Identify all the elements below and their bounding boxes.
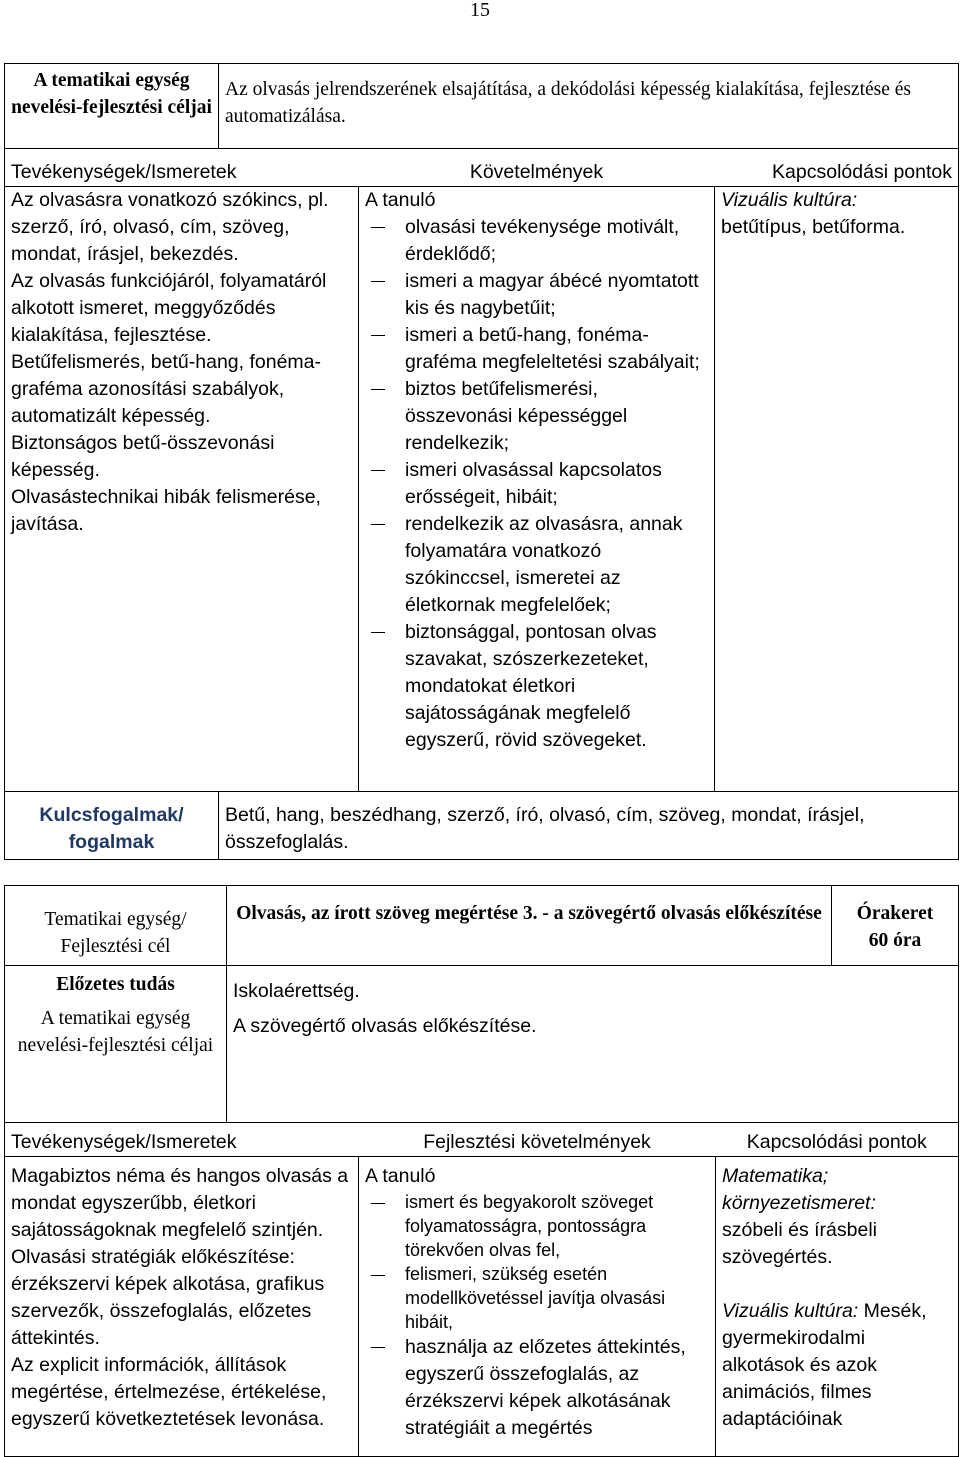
requirement-item: használja az előzetes áttekintés, egyszerű összefoglalás, az érzékszervi képek alkotásának stratégiáit a megértés xyxy=(365,1334,709,1442)
unit-title: Olvasás, az írott szöveg megértése 3. - a szövegértő olvasás előkészítése xyxy=(227,886,832,966)
links-cell xyxy=(715,187,959,792)
links1-colon: : xyxy=(870,1191,876,1214)
prior-label: Előzetes tudás xyxy=(5,966,227,1006)
activity-item: Magabiztos néma és hangos olvasás a mondat egyszerűbb, életkori sajátosságoknak megfelelő szintjén. xyxy=(11,1164,349,1241)
requirement-item: biztonsággal, pontosan olvas szavakat, szószerkezeteket, mondatokat életkori sajátosságának megfelelő egyszerű, rövid szövegeket. xyxy=(365,619,708,754)
requirement-item: ismert és begyakorolt szöveget folyamatosságra, pontosságra törekvően olvas fel, xyxy=(365,1190,709,1262)
requirement-item: ismeri olvasással kapcsolatos erősségeit, hibáit; xyxy=(365,457,708,511)
requirements-intro: A tanuló xyxy=(365,189,436,211)
hours-cell xyxy=(832,886,959,966)
activities-cell xyxy=(5,187,359,792)
activities-cell-2 xyxy=(5,1156,359,1456)
links1-subject: Matematika; környezetismeret xyxy=(722,1164,871,1214)
unit-label: Tematikai egység/ Fejlesztési cél xyxy=(5,886,227,966)
curriculum-table-1 xyxy=(4,63,959,860)
activity-item: Olvasási stratégiák előkészítése: érzékszervi képek alkotása, grafikus szervezők, összefoglalás, előzetes áttekintés. xyxy=(11,1245,325,1349)
page-number: 15 xyxy=(470,0,490,21)
hours-label: Órakeret xyxy=(856,903,934,924)
activity-item: Az explicit információk, állítások megértése, értelmezése, értékelése, egyszerű következtetések levonása. xyxy=(11,1353,327,1430)
goal-text-2: A szövegértő olvasás előkészítése. xyxy=(227,1005,959,1122)
activity-item: Biztonságos betű-összevonási képesség. xyxy=(11,432,275,481)
goal-text: Az olvasás jelrendszerének elsajátítása, a dekódolási képesség kialakítása, fejlesztése és automatizálása. xyxy=(219,64,959,149)
links-subject: Vizuális kultúra: xyxy=(721,189,858,211)
goal-label: A tematikai egység nevelési-fejlesztési céljai xyxy=(5,64,219,149)
key-concepts-text: Betű, hang, beszédhang, szerző, író, olvasó, cím, szöveg, mondat, írásjel, összefoglalás. xyxy=(219,792,959,860)
curriculum-table-2 xyxy=(4,885,959,1457)
key-concepts-label: Kulcsfogalmak/ fogalmak xyxy=(5,792,219,860)
links2-subject: Vizuális kultúra: xyxy=(722,1299,859,1322)
requirement-item: ismeri a magyar ábécé nyomtatott kis és nagybetűit; xyxy=(365,268,708,322)
requirements-cell-2 xyxy=(359,1156,716,1456)
hours-value: 60 óra xyxy=(868,930,922,951)
header-links-2: Kapcsolódási pontok xyxy=(716,1122,959,1156)
requirements-intro-2: A tanuló xyxy=(365,1164,436,1187)
activity-item: Az olvasásra vonatkozó szókincs, pl. szerző, író, olvasó, cím, szöveg, mondat, írásjel, bekezdés. xyxy=(11,189,329,265)
requirement-item: rendelkezik az olvasásra, annak folyamatára vonatkozó szókinccsel, ismeretei az életkornak megfelelőek; xyxy=(365,511,708,619)
header-requirements-2: Fejlesztési követelmények xyxy=(359,1122,716,1156)
activity-item: Betűfelismerés, betű-hang, fonéma-graféma azonosítási szabályok, automatizált képesség. xyxy=(11,351,322,427)
requirement-item: olvasási tevékenysége motivált, érdeklődő; xyxy=(365,214,708,268)
links-cell-2 xyxy=(716,1156,959,1456)
goal-label-2: A tematikai egység nevelési-fejlesztési céljai xyxy=(5,1005,227,1122)
prior-text: Iskolaérettség. xyxy=(227,966,959,1006)
header-requirements: Követelmények xyxy=(359,149,715,187)
requirement-item: biztos betűfelismerési, összevonási képességgel rendelkezik; xyxy=(365,376,708,457)
links2-text: Mesék, gyermekirodalmi alkotások és azok animációs, filmes adaptációinak xyxy=(722,1299,927,1430)
header-activities-2: Tevékenységek/Ismeretek xyxy=(5,1122,359,1156)
header-links: Kapcsolódási pontok xyxy=(715,149,959,187)
requirements-cell xyxy=(359,187,715,792)
requirement-item: ismeri a betű-hang, fonéma-graféma megfeleltetési szabályait; xyxy=(365,322,708,376)
links1-text: szóbeli és írásbeli szövegértés. xyxy=(722,1218,877,1268)
activity-item: Olvasástechnikai hibák felismerése, javítása. xyxy=(11,486,321,535)
activity-item: Az olvasás funkciójáról, folyamatáról alkotott ismeret, meggyőződés kialakítása, fejlesztése. xyxy=(11,270,327,346)
links-text: betűtípus, betűforma. xyxy=(721,216,906,238)
requirement-item: felismeri, szükség esetén modellkövetéssel javítja olvasási hibáit, xyxy=(365,1262,709,1334)
header-activities: Tevékenységek/Ismeretek xyxy=(5,149,359,187)
